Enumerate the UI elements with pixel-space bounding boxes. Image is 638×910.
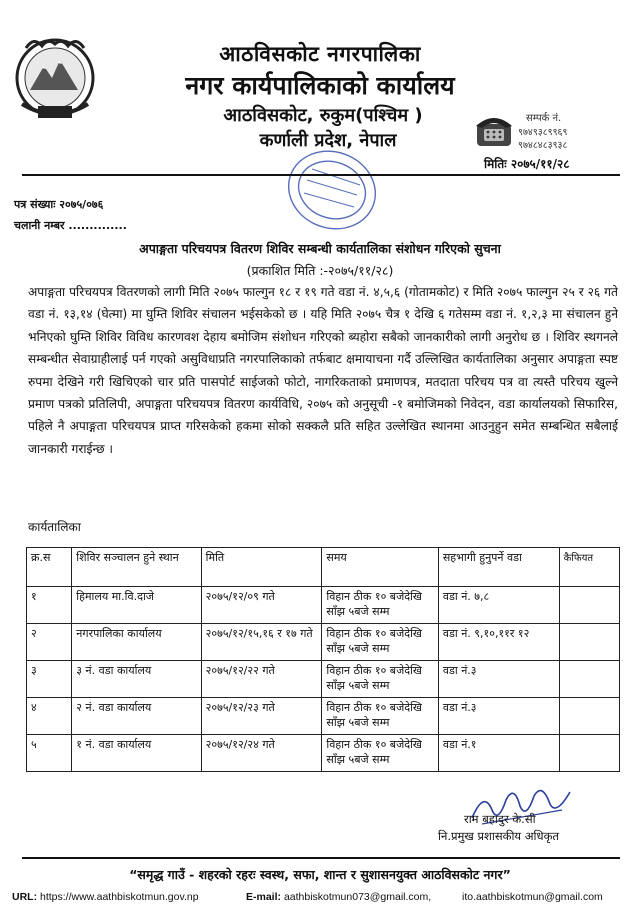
time-start: विहान ठीक १० बजेदेखि xyxy=(326,590,422,603)
time-cell xyxy=(322,624,438,661)
table-row xyxy=(27,735,620,772)
footer-divider xyxy=(22,857,620,859)
reference-number: पत्र संख्याः २०७५/०७६ xyxy=(14,198,104,211)
contact-number: ९७४८४८३९३८ xyxy=(518,140,568,151)
wards-cell: वडा नं.३ xyxy=(438,661,559,698)
wards-cell: वडा नं.३ xyxy=(438,698,559,735)
column-header: कैफियत xyxy=(559,548,619,587)
column-header: मिति xyxy=(201,548,322,587)
wards-cell: वडा नं.१ xyxy=(438,735,559,772)
table-header-row xyxy=(27,548,620,587)
place-cell: हिमालय मा.वि.दाजे xyxy=(72,587,201,624)
serial-cell: १ xyxy=(27,587,72,624)
time-start: विहान ठीक १० बजेदेखि xyxy=(326,701,422,714)
date-cell: २०७५/१२/०९ गते xyxy=(201,587,322,624)
email-link[interactable]: aathbiskotmun073@gmail.com, xyxy=(283,891,432,903)
time-end: साँझ ५बजे सम्म xyxy=(326,642,390,655)
table-row xyxy=(27,587,620,624)
time-start: विहान ठीक १० बजेदेखि xyxy=(326,627,422,640)
table-row xyxy=(27,698,620,735)
date-cell: २०७५/१२/२३ गते xyxy=(201,698,322,735)
dispatch-number: चलानी नम्बर .............. xyxy=(14,219,127,232)
column-header: शिविर सञ्चालन हुने स्थान xyxy=(72,548,201,587)
footer-email-secondary xyxy=(462,891,603,903)
url-label: URL: xyxy=(12,891,38,903)
website-link[interactable]: https://www.aathbiskotmun.gov.np xyxy=(40,891,199,903)
email-link[interactable]: ito.aathbiskotmun@gmail.com xyxy=(462,891,603,903)
table-row xyxy=(27,624,620,661)
serial-cell: ५ xyxy=(27,735,72,772)
time-end: साँझ ५बजे सम्म xyxy=(326,753,390,766)
date-cell: २०७५/१२/२४ गते xyxy=(201,735,322,772)
municipality-name: आठविसकोट नगरपालिका xyxy=(219,42,421,66)
place-cell: १ नं. वडा कार्यालय xyxy=(72,735,201,772)
column-header: समय xyxy=(322,548,438,587)
remarks-cell xyxy=(559,698,619,735)
time-end: साँझ ५बजे सम्म xyxy=(326,605,390,618)
footer-email xyxy=(246,891,431,903)
remarks-cell xyxy=(559,587,619,624)
municipality-emblem-logo xyxy=(12,28,98,128)
schedule-label: कार्यतालिका xyxy=(28,520,81,534)
telephone-icon xyxy=(474,112,514,148)
contact-number: ९७४९३८९९६९ xyxy=(518,127,568,138)
office-address: आठविसकोट, रुकुम(पश्चिम ) xyxy=(223,105,423,126)
footer-slogan: “समृद्ध गाउँ - शहरको रहरः स्वस्थ, सफा, शान्त र सुशासनयुक्त आठविसकोट नगर” xyxy=(129,867,511,882)
notice-subject: अपाङ्गता परिचयपत्र वितरण शिविर सम्बन्धी कार्यतालिका संशोधन गरिएको सुचना xyxy=(139,241,501,256)
serial-cell: २ xyxy=(27,624,72,661)
time-cell xyxy=(322,698,438,735)
place-cell: ३ नं. वडा कार्यालय xyxy=(72,661,201,698)
serial-cell: ४ xyxy=(27,698,72,735)
published-date: (प्रकाशित मिति :-२०७५/११/२८) xyxy=(246,263,394,278)
column-header: सहभागी हुनुपर्ने वडा xyxy=(438,548,559,587)
wards-cell: वडा नं. ७,८ xyxy=(438,587,559,624)
email-label: E-mail: xyxy=(246,891,282,903)
time-end: साँझ ५बजे सम्म xyxy=(326,716,390,729)
remarks-cell xyxy=(559,735,619,772)
column-header: क्र.स xyxy=(27,548,72,587)
signatory-name: राम बहादुर के.सी xyxy=(464,812,536,826)
office-province: कर्णाली प्रदेश, नेपाल xyxy=(259,130,397,151)
letter-date: मितिः २०७५/११/२८ xyxy=(484,157,570,171)
footer-url xyxy=(12,891,199,903)
remarks-cell xyxy=(559,661,619,698)
table-row xyxy=(27,661,620,698)
time-start: विहान ठीक १० बजेदेखि xyxy=(326,738,422,751)
wards-cell: वडा नं. ९,१०,११र १२ xyxy=(438,624,559,661)
serial-cell: ३ xyxy=(27,661,72,698)
contact-label: सम्पर्क नं. xyxy=(526,113,562,124)
time-end: साँझ ५बजे सम्म xyxy=(326,679,390,692)
time-cell xyxy=(322,735,438,772)
header-divider xyxy=(22,174,620,176)
signatory-title: नि.प्रमुख प्रशासकीय अधिकृत xyxy=(438,829,559,843)
place-cell: नगरपालिका कार्यालय xyxy=(72,624,201,661)
remarks-cell xyxy=(559,624,619,661)
date-cell: २०७५/१२/२२ गते xyxy=(201,661,322,698)
place-cell: २ नं. वडा कार्यालय xyxy=(72,698,201,735)
time-cell xyxy=(322,587,438,624)
date-cell: २०७५/१२/१५,१६ र १७ गते xyxy=(201,624,322,661)
time-cell xyxy=(322,661,438,698)
office-name: नगर कार्यपालिकाको कार्यालय xyxy=(185,71,455,100)
schedule-table xyxy=(26,547,620,772)
time-start: विहान ठीक १० बजेदेखि xyxy=(326,664,422,677)
notice-body: अपाङ्गता परिचयपत्र वितरणको लागी मिति २०७५ फाल्गुन १८ र १९ गते वडा नं. ४,५,६ (गोतामकोट) र मिति २०७५ फाल्गुन २५ र २६ गते वडा नं. १३,१४ (घेत्मा) मा घुम्ति शिविर संचालन भईसकेको छ । यहि मिति २०७५ चैत्र १ देखि ६ गतेसम्म वडा नं. १,२,३ मा संचालन हुने भनिएको घुम्ति शिविर विविध कारणवश देहाय बमोजिम संशोधन गरिएको ब्यहोरा सबैको जानकारीको लागी अनुरोध छ । शिविर स्थगनले सम्बन्धीत सेवाग्राहीलाई पर्न गएको असुविधाप्रति नगरपालिकाको तर्फबाट क्षमायाचना गर्दै उल्लिखित कार्यतालिका अनुसार अपाङ्गता स्पष्ट रुपमा देखिने गरी खिचिएको चार प्रति पासपोर्ट साईजको फोटो, नागरिकताको प्रमाणपत्र, मतदाता परिचय पत्र वा त्यस्तै परिचय खुल्ने प्रमाण पत्रको प्रतिलिपी, अपाङ्गता परिचयपत्र वितरण कार्यविधि, २०७५ को अनुसूची -१ बमोजिमको निवेदन, वडा कार्यालयको सिफारिस, पहिले नै अपाङ्गता परिचयपत्र प्राप्त गरिसकेको हकमा सोको सक्कलै प्रति सहित उल्लेखित स्थानमा आउनुहुन समेत सम्बन्धित सबैलाई जानकारी गराईन्छ । xyxy=(28,285,618,456)
office-stamp xyxy=(282,145,382,235)
